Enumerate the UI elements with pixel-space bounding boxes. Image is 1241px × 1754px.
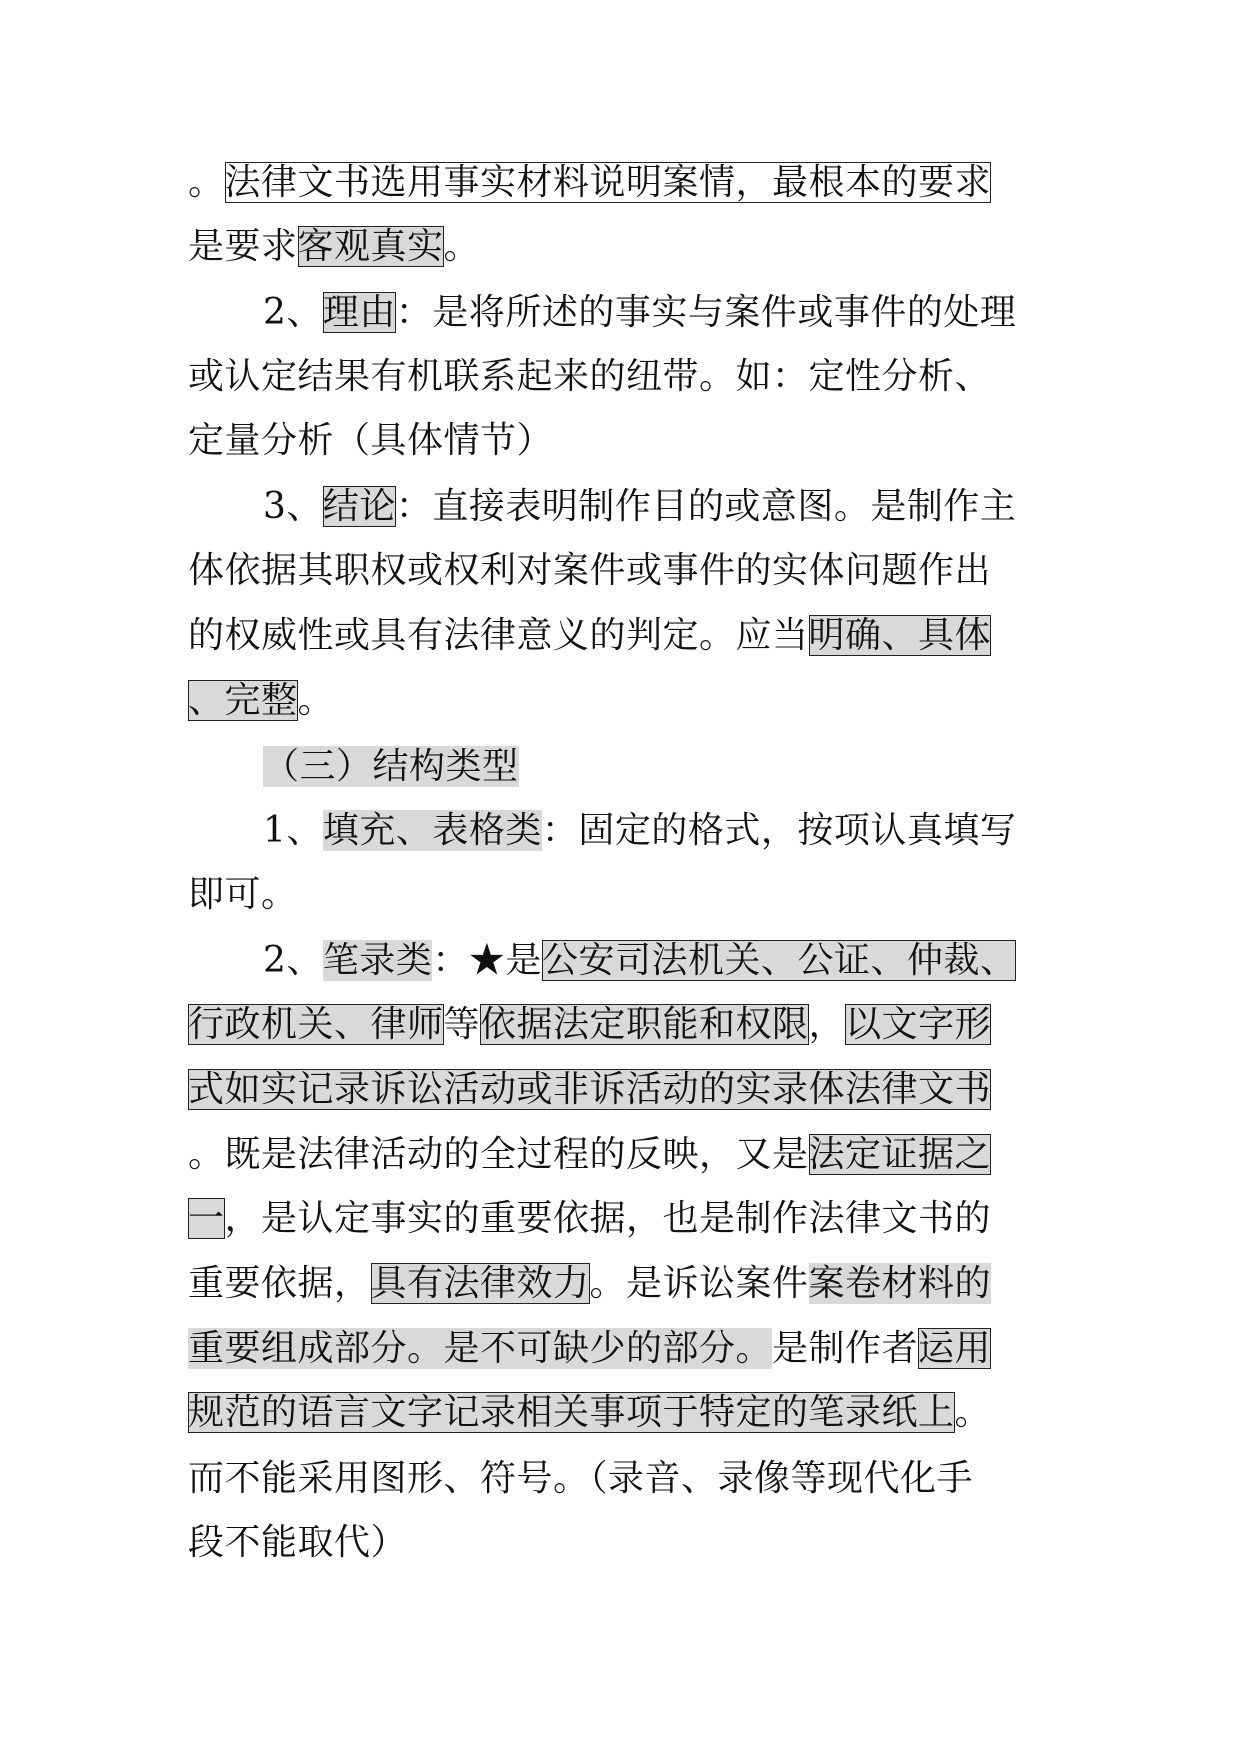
- text-fragment: 。: [297, 680, 335, 721]
- text-line-8: [188, 607, 991, 665]
- text-line-2: [188, 218, 480, 276]
- text-fragment: 是制作者: [772, 1328, 919, 1369]
- text-line-17: [188, 1190, 991, 1248]
- text-fragment: 是要求: [188, 226, 298, 267]
- highlighted-boxed-text: 运用: [918, 1328, 992, 1369]
- text-fragment: ，是认定事实的重要依据，也是制作法律文书的: [224, 1198, 992, 1239]
- text-fragment: ：是将所述的事实与案件或事件的处理: [395, 292, 1017, 333]
- text-fragment: 段不能取代）: [188, 1522, 408, 1563]
- text-line-13: [263, 932, 1016, 990]
- highlighted-text: 笔录类: [322, 940, 433, 981]
- highlighted-boxed-text: 具有法律效力: [370, 1263, 590, 1304]
- text-line-1: [188, 154, 991, 212]
- text-line-18: [188, 1255, 991, 1313]
- text-fragment: 3、: [263, 486, 323, 527]
- text-line-9: [188, 672, 334, 730]
- text-line-15: [188, 1061, 991, 1119]
- text-line-6: [263, 478, 1016, 536]
- text-fragment: 。是诉讼案件: [589, 1263, 809, 1304]
- highlighted-boxed-text: 依据法定职能和权限: [480, 1004, 809, 1045]
- text-line-12: [188, 866, 298, 924]
- text-fragment: 定量分析（具体情节）: [188, 420, 554, 461]
- text-line-20: [188, 1384, 991, 1442]
- text-fragment: ，: [808, 1004, 846, 1045]
- text-fragment: 的权威性或具有法律意义的判定。应当: [188, 615, 809, 656]
- text-fragment: 。: [188, 162, 225, 203]
- text-line-21: [188, 1450, 973, 1508]
- section-heading: [263, 738, 519, 796]
- text-line-7: [188, 542, 991, 600]
- highlighted-boxed-text: 结论: [322, 486, 396, 527]
- text-fragment: 2、: [263, 292, 323, 333]
- highlighted-boxed-text: 式如实记录诉讼活动或非诉活动的实录体法律文书: [188, 1069, 992, 1110]
- highlighted-boxed-text: 明确、具体: [808, 615, 992, 656]
- text-fragment: 。既是法律活动的全过程的反映，又是: [188, 1134, 809, 1175]
- text-line-22: [188, 1514, 407, 1572]
- text-fragment: 等: [443, 1004, 481, 1045]
- text-line-14: [188, 996, 991, 1054]
- text-fragment: 重要依据，: [188, 1263, 371, 1304]
- text-fragment: ：固定的格式，按项认真填写: [541, 810, 1017, 851]
- text-line-3: [263, 284, 1016, 342]
- highlighted-text: 案卷材料的: [808, 1263, 992, 1304]
- highlighted-boxed-text: 一: [188, 1198, 225, 1239]
- highlighted-boxed-text: 规范的语言文字记录相关事项于特定的笔录纸上: [188, 1392, 955, 1433]
- text-fragment: 即可。: [188, 874, 298, 915]
- text-fragment: 。: [954, 1392, 992, 1433]
- highlighted-boxed-text: 、完整: [188, 680, 298, 721]
- text-fragment: ：★是: [432, 940, 542, 981]
- text-line-16: [188, 1126, 991, 1184]
- text-line-11: [263, 802, 1016, 860]
- highlighted-boxed-text: 客观真实: [297, 226, 444, 267]
- text-fragment: 而不能采用图形、符号。（录音、录像等现代化手: [188, 1458, 974, 1499]
- text-fragment: 。: [443, 226, 481, 267]
- text-line-5: [188, 412, 553, 470]
- text-line-4: [188, 348, 991, 406]
- highlighted-boxed-text: 法定证据之: [808, 1134, 992, 1175]
- text-fragment: ：直接表明制作目的或意图。是制作主: [395, 486, 1017, 527]
- highlighted-text: 填充、表格类: [322, 810, 542, 851]
- highlighted-text: （三）结构类型: [263, 746, 519, 787]
- text-fragment: 2、: [263, 940, 323, 981]
- highlighted-boxed-text: 行政机关、律师: [188, 1004, 444, 1045]
- highlighted-boxed-text: 理由: [322, 292, 396, 333]
- highlighted-text: 重要组成部分。是不可缺少的部分。: [188, 1328, 773, 1369]
- highlighted-boxed-text: 公安司法机关、公证、仲裁、: [541, 940, 1017, 981]
- text-line-19: [188, 1320, 991, 1378]
- text-fragment: 或认定结果有机联系起来的纽带。如：定性分析、: [188, 356, 992, 397]
- text-fragment: 体依据其职权或权利对案件或事件的实体问题作出: [188, 550, 992, 591]
- highlighted-boxed-text: 以文字形: [845, 1004, 992, 1045]
- text-fragment: 1、: [263, 810, 323, 851]
- boxed-text: 法律文书选用事实材料说明案情，最根本的要求: [224, 162, 992, 203]
